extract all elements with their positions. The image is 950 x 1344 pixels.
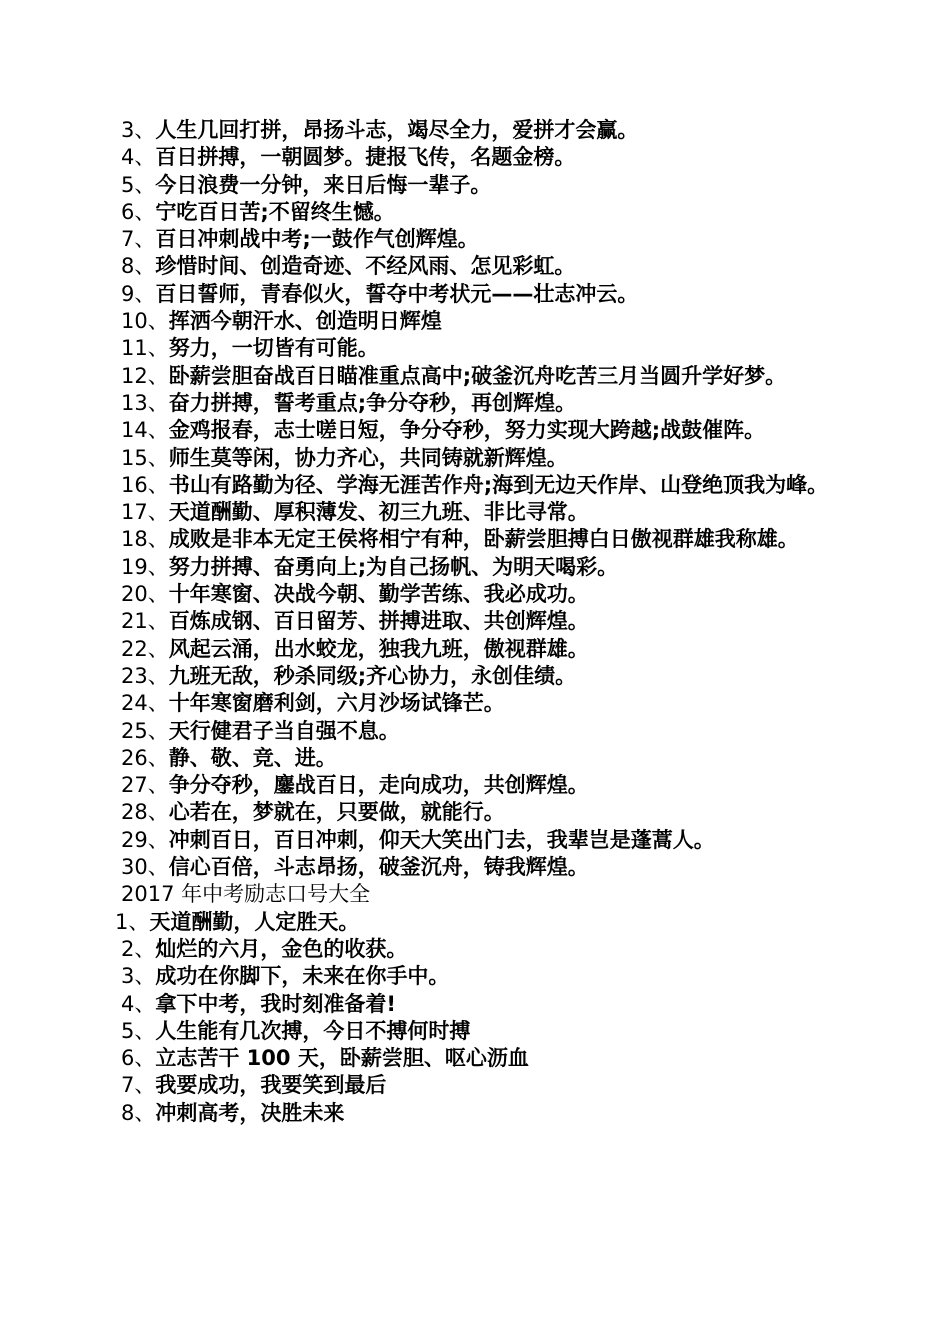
list-item: 18、成败是非本无定王侯将相宁有种，卧薪尝胆搏白日傲视群雄我称雄。 bbox=[121, 527, 799, 552]
list-item: 1、天道酬勤，人定胜天。 bbox=[115, 909, 360, 934]
list-item: 4、百日拼搏，一朝圆梦。捷报飞传，名题金榜。 bbox=[121, 145, 576, 170]
list-item: 3、人生几回打拼，昂扬斗志，竭尽全力，爱拼才会赢。 bbox=[121, 118, 639, 142]
list-item: 2、灿烂的六月，金色的收获。 bbox=[121, 936, 408, 961]
list-item: 6、宁吃百日苦;不留终生憾。 bbox=[121, 199, 395, 224]
slogan-list bbox=[115, 117, 835, 1127]
list-item: 25、天行健君子当自强不息。 bbox=[121, 718, 400, 743]
list-item: 4、拿下中考，我时刻准备着! bbox=[121, 991, 396, 1016]
list-item: 23、九班无敌，秒杀同级;齐心协力，永创佳绩。 bbox=[121, 663, 577, 688]
list-item: 13、奋力拼搏，誓考重点;争分夺秒，再创辉煌。 bbox=[121, 390, 577, 415]
list-item: 17、天道酬勤、厚积薄发、初三九班、非比寻常。 bbox=[121, 500, 589, 525]
list-item: 16、书山有路勤为径、学海无涯苦作舟;海到无边天作岸、山登绝顶我为峰。 bbox=[121, 472, 829, 497]
list-item: 21、百炼成钢、百日留芳、拼搏进取、共创辉煌。 bbox=[121, 609, 589, 634]
list-item: 27、争分夺秒，鏖战百日，走向成功，共创辉煌。 bbox=[121, 773, 589, 798]
list-item: 12、卧薪尝胆奋战百日瞄准重点高中;破釜沉舟吃苦三月当圆升学好梦。 bbox=[121, 363, 787, 388]
list-item: 19、努力拼搏、奋勇向上;为自己扬帆、为明天喝彩。 bbox=[121, 554, 619, 579]
list-item: 6、立志苦干 100 天，卧薪尝胆、呕心沥血 bbox=[121, 1046, 529, 1071]
list-item: 22、风起云涌，出水蛟龙，独我九班，傲视群雄。 bbox=[121, 636, 589, 661]
list-item: 5、人生能有几次搏，今日不搏何时搏 bbox=[121, 1018, 471, 1043]
list-item: 5、今日浪费一分钟，来日后悔一辈子。 bbox=[121, 172, 492, 197]
list-item: 3、成功在你脚下，未来在你手中。 bbox=[121, 964, 450, 989]
list-item: 30、信心百倍，斗志昂扬，破釜沉舟，铸我辉煌。 bbox=[121, 855, 589, 880]
list-item: 7、百日冲刺战中考;一鼓作气创辉煌。 bbox=[121, 227, 479, 252]
list-item: 20、十年寒窗、决战今朝、勤学苦练、我必成功。 bbox=[121, 582, 589, 607]
list-item: 29、冲刺百日，百日冲刺，仰天大笑出门去，我辈岂是蓬蒿人。 bbox=[121, 827, 715, 852]
list-item: 8、冲刺高考，决胜未来 bbox=[121, 1100, 345, 1125]
list-item: 10、挥洒今朝汗水、创造明日辉煌 bbox=[121, 309, 442, 334]
section-heading: 2017 年中考励志口号大全 bbox=[121, 882, 371, 907]
list-item: 28、心若在，梦就在，只要做，就能行。 bbox=[121, 800, 505, 825]
list-item: 11、努力，一切皆有可能。 bbox=[121, 336, 379, 361]
list-item: 26、静、敬、竞、进。 bbox=[121, 745, 337, 770]
list-item: 9、百日誓师，青春似火，誓夺中考状元——壮志冲云。 bbox=[121, 281, 639, 306]
list-item: 15、师生莫等闲，协力齐心，共同铸就新辉煌。 bbox=[121, 445, 568, 470]
list-item: 7、我要成功，我要笑到最后 bbox=[121, 1073, 387, 1098]
list-item: 24、十年寒窗磨利剑，六月沙场试锋芒。 bbox=[121, 691, 505, 716]
list-item: 8、珍惜时间、创造奇迹、不经风雨、怎见彩虹。 bbox=[121, 254, 576, 279]
list-item: 14、金鸡报春，志士嗟日短，争分夺秒，努力实现大跨越;战鼓催阵。 bbox=[121, 418, 766, 443]
